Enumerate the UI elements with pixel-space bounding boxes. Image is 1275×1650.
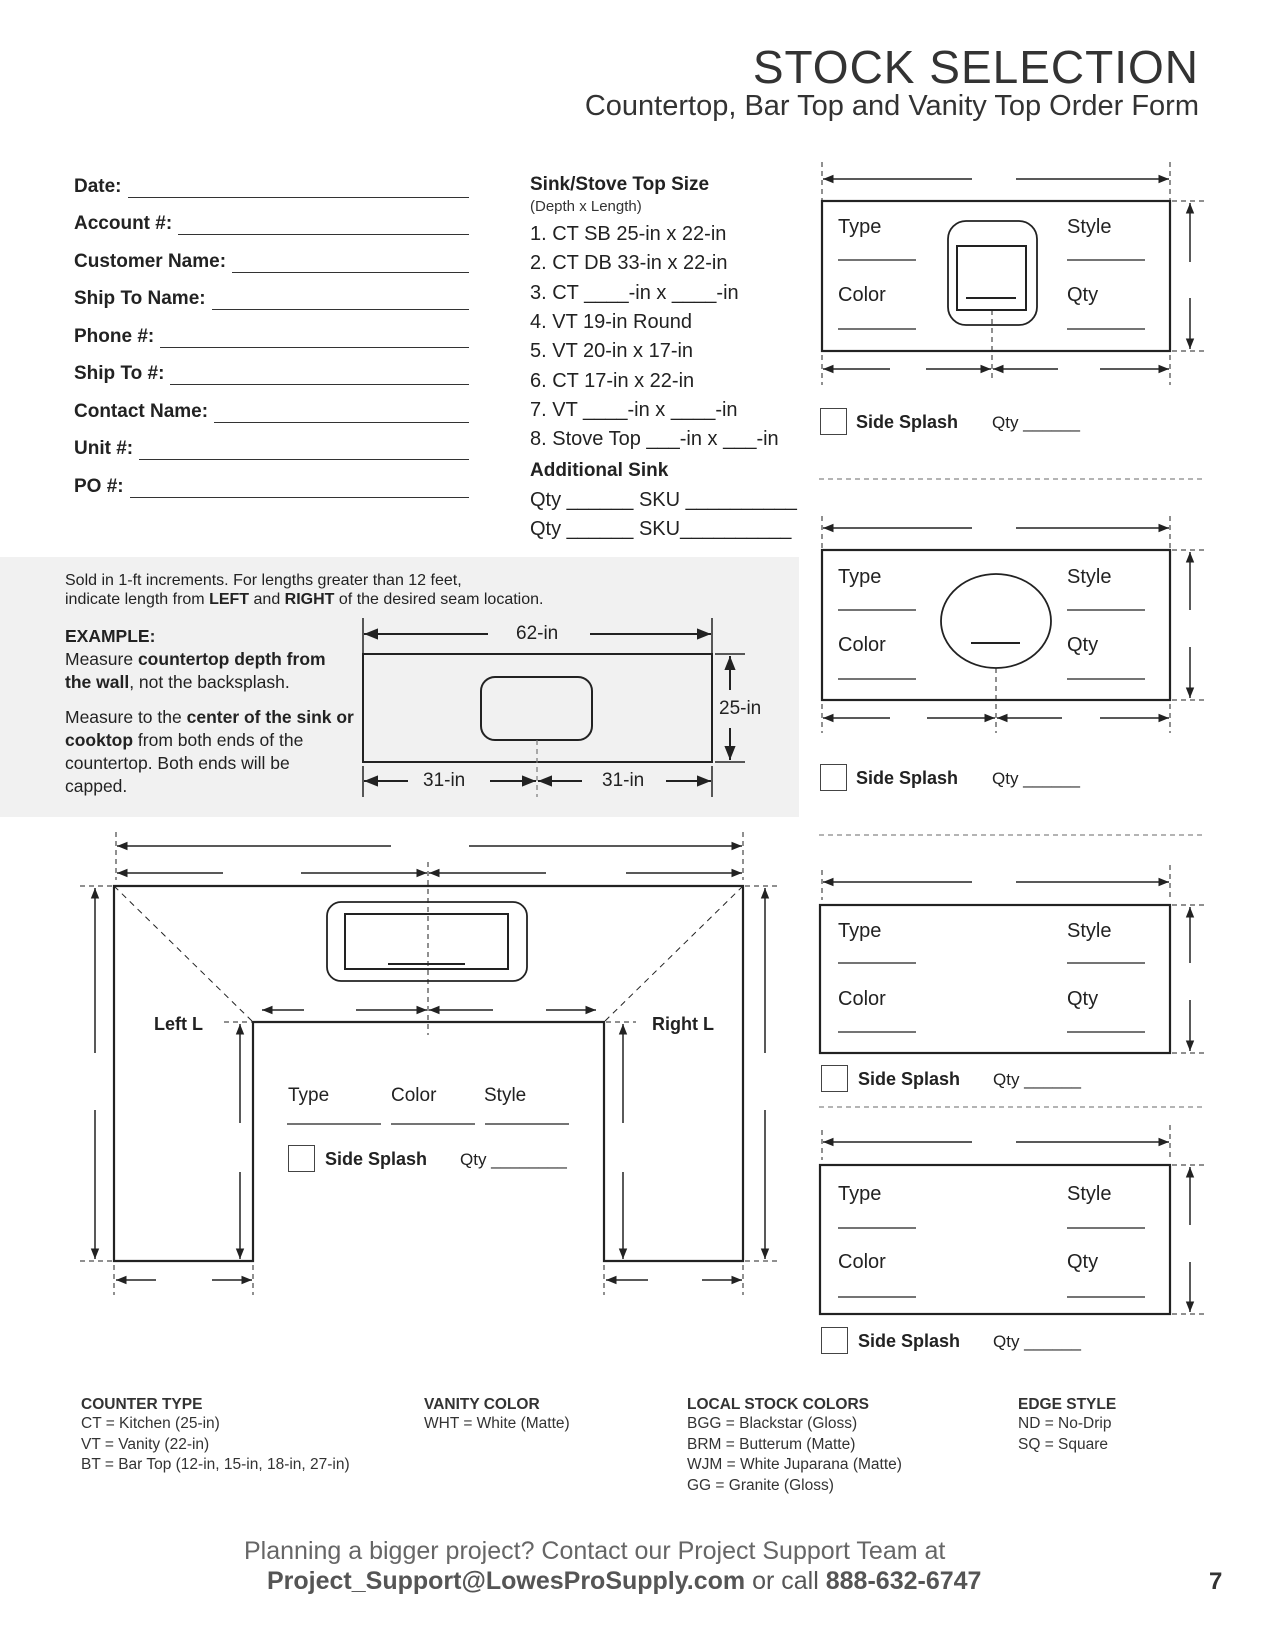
note-text: and	[249, 591, 285, 608]
field-label: Account #:	[74, 213, 173, 234]
type-label: Type	[838, 1183, 882, 1205]
support-email-link[interactable]: Project_Support@LowesProSupply.com	[267, 1567, 746, 1595]
qty-label: Qty	[1067, 284, 1099, 306]
legend-item: BRM = Butterum (Matte)	[687, 1435, 856, 1453]
legend-item: BGG = Blackstar (Gloss)	[687, 1415, 858, 1432]
sink-option[interactable]: 4. VT 19-in Round	[530, 311, 692, 333]
side-splash-checkbox[interactable]	[288, 1145, 315, 1172]
legend-item: GG = Granite (Gloss)	[687, 1476, 834, 1494]
splash-qty-field[interactable]: Qty ______	[992, 769, 1080, 788]
sink-option[interactable]: 8. Stove Top ___-in x ___-in	[530, 428, 779, 450]
countertop-box-4-linework	[820, 1125, 1205, 1314]
legend-edge-style	[1018, 1396, 1116, 1455]
field-label: Phone #:	[74, 326, 155, 347]
splash-qty-field[interactable]: Qty ______	[992, 413, 1080, 432]
legend-local-stock-colors	[687, 1396, 902, 1496]
type-label: Type	[838, 566, 882, 588]
text: Measure to the	[65, 707, 187, 727]
side-splash-checkbox[interactable]	[820, 408, 847, 435]
sink-size-heading: Sink/Stove Top Size	[530, 174, 710, 195]
additional-sink-heading: Additional Sink	[530, 460, 669, 481]
page-title: STOCK SELECTION	[752, 41, 1199, 93]
text: , not the backsplash.	[129, 672, 290, 692]
sink-option[interactable]: 7. VT ____-in x ____-in	[530, 399, 738, 421]
color-label: Color	[838, 634, 886, 656]
splash-qty-field[interactable]: Qty ______	[993, 1332, 1081, 1351]
example-right-length-label: 31-in	[602, 770, 645, 791]
legend-item: SQ = Square	[1018, 1435, 1109, 1453]
footer-contact-line: Planning a bigger project? Contact our Project Support Team at	[244, 1537, 946, 1565]
example-left-length-label: 31-in	[423, 770, 466, 791]
legend-item: ND = No-Drip	[1018, 1415, 1112, 1432]
legend-vanity-color	[424, 1396, 570, 1435]
color-label: Color	[838, 1251, 886, 1273]
example-depth-label: 25-in	[719, 698, 762, 719]
support-phone-link[interactable]: 888-632-6747	[825, 1567, 982, 1595]
field-label: Unit #:	[74, 438, 134, 459]
style-label: Style	[1067, 216, 1112, 238]
color-label: Color	[838, 284, 886, 306]
field-label: Customer Name:	[74, 251, 227, 272]
side-splash-label: Side Splash	[858, 1331, 961, 1351]
legend-item: VT = Vanity (22-in)	[81, 1435, 210, 1453]
note-left: LEFT	[209, 591, 250, 608]
footer-or-call: or call	[745, 1567, 826, 1595]
style-label: Style	[1067, 920, 1112, 942]
legend-heading: COUNTER TYPE	[81, 1396, 203, 1413]
left-l-label: Left L	[154, 1014, 203, 1034]
type-label: Type	[838, 920, 882, 942]
side-splash-checkbox[interactable]	[821, 1327, 848, 1354]
text-bold: countertop depth from the wall	[65, 649, 326, 692]
type-label: Type	[838, 216, 882, 238]
side-splash-label: Side Splash	[856, 768, 959, 788]
legend-heading: EDGE STYLE	[1018, 1396, 1117, 1413]
sink-option[interactable]: 2. CT DB 33-in x 22-in	[530, 252, 728, 274]
u-shape-countertop-linework	[80, 832, 780, 1295]
side-splash-label: Side Splash	[856, 412, 959, 432]
note-line: Sold in 1-ft increments. For lengths greater than 12 feet,	[65, 572, 462, 589]
style-label: Style	[1067, 566, 1112, 588]
legend-heading: LOCAL STOCK COLORS	[687, 1396, 869, 1413]
legend-heading: VANITY COLOR	[424, 1396, 540, 1413]
note-text: of the desired seam location.	[334, 591, 544, 608]
footer-contact-details	[267, 1567, 981, 1596]
example-heading: EXAMPLE:	[65, 626, 156, 646]
sink-option[interactable]: 1. CT SB 25-in x 22-in	[530, 223, 727, 245]
sink-option[interactable]: 6. CT 17-in x 22-in	[530, 370, 695, 392]
splash-qty-field[interactable]: Qty ______	[993, 1070, 1081, 1089]
color-label: Color	[391, 1085, 437, 1106]
style-label: Style	[484, 1085, 527, 1106]
side-splash-checkbox[interactable]	[820, 764, 847, 791]
additional-sink-row[interactable]: Qty ______ SKU__________	[530, 518, 792, 540]
additional-sink-row[interactable]: Qty ______ SKU __________	[530, 489, 797, 511]
right-l-label: Right L	[652, 1014, 714, 1034]
qty-label: Qty	[1067, 1251, 1099, 1273]
type-label: Type	[288, 1085, 330, 1106]
side-splash-label: Side Splash	[325, 1149, 428, 1169]
sink-option[interactable]: 3. CT ____-in x ____-in	[530, 282, 739, 304]
field-label: Date:	[74, 176, 122, 197]
splash-qty-field[interactable]: Qty ________	[460, 1150, 567, 1169]
page-subtitle: Countertop, Bar Top and Vanity Top Order Form	[584, 90, 1199, 122]
page-number: 7	[1209, 1568, 1223, 1595]
note-right: RIGHT	[284, 591, 335, 608]
note-text: indicate length from	[65, 591, 210, 608]
field-label: Ship To #:	[74, 363, 165, 384]
qty-label: Qty	[1067, 634, 1099, 656]
field-label: Ship To Name:	[74, 288, 206, 309]
legend-item: WJM = White Juparana (Matte)	[687, 1456, 902, 1473]
legend-item: WHT = White (Matte)	[424, 1415, 570, 1432]
sink-size-subheading: (Depth x Length)	[530, 198, 642, 215]
text: from both ends of the countertop. Both ends will be capped.	[65, 730, 304, 796]
qty-label: Qty	[1067, 988, 1099, 1010]
text-bold: center of the sink or cooktop	[65, 707, 354, 750]
style-label: Style	[1067, 1183, 1112, 1205]
legend-counter-type	[81, 1396, 350, 1476]
side-splash-label: Side Splash	[858, 1069, 961, 1089]
field-label: Contact Name:	[74, 401, 209, 422]
example-length-label: 62-in	[512, 623, 562, 645]
text: Measure	[65, 649, 138, 669]
sink-option[interactable]: 5. VT 20-in x 17-in	[530, 340, 694, 362]
color-label: Color	[838, 988, 886, 1010]
legend-item: BT = Bar Top (12-in, 15-in, 18-in, 27-in)	[81, 1456, 350, 1473]
legend-item: CT = Kitchen (25-in)	[81, 1415, 220, 1432]
side-splash-checkbox[interactable]	[821, 1065, 848, 1092]
field-label: PO #:	[74, 476, 124, 497]
